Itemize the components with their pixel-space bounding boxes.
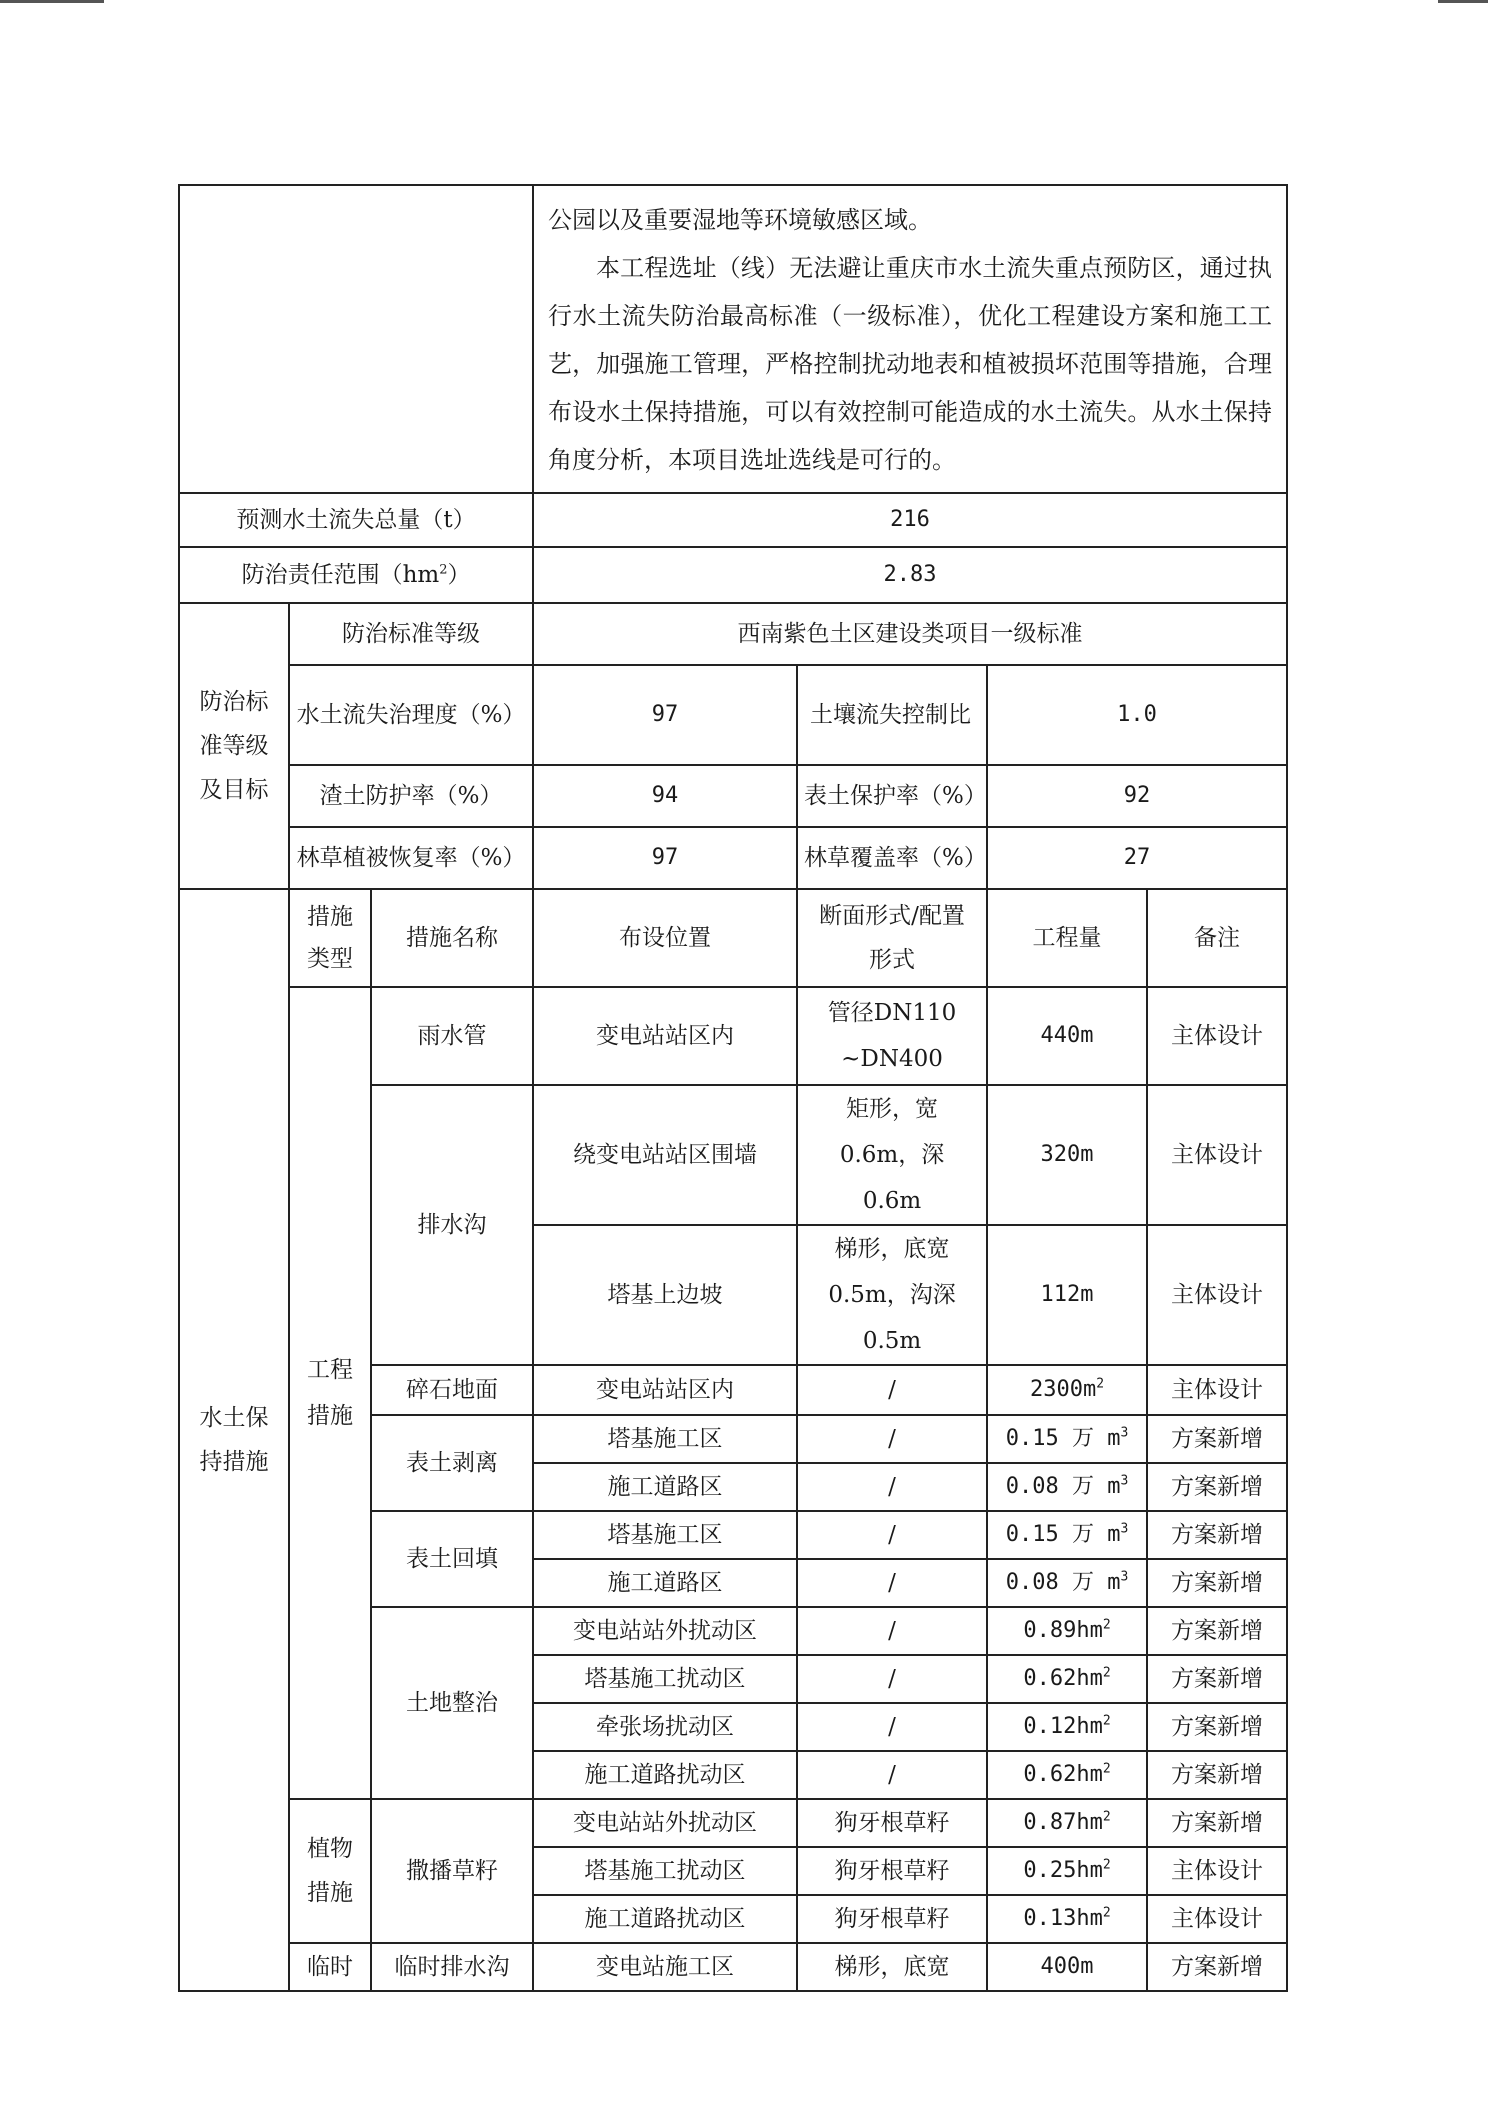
quantity-sup: 3 — [1120, 1473, 1129, 1489]
header-remark: 备注 — [1147, 889, 1287, 987]
measure-location: 塔基施工扰动区 — [533, 1847, 797, 1895]
responsibility-label-close: ） — [447, 562, 471, 588]
measure-location: 塔基施工区 — [533, 1511, 797, 1559]
scan-top-border-left — [0, 0, 104, 3]
measure-form: / — [797, 1415, 987, 1463]
quantity-text: 0.12hm — [1023, 1714, 1103, 1739]
target-value-1b: 1.0 — [987, 665, 1287, 765]
quantity-text: 0.08 万 m — [1005, 1474, 1121, 1499]
quantity-sup: 2 — [1102, 1809, 1111, 1825]
measure-form: / — [797, 1511, 987, 1559]
header-form: 断面形式/配置形式 — [797, 889, 987, 987]
measure-name: 雨水管 — [371, 987, 533, 1085]
standard-level-label: 防治标准等级 — [289, 603, 533, 665]
responsibility-value: 2.83 — [533, 547, 1287, 603]
measure-location: 塔基施工扰动区 — [533, 1655, 797, 1703]
quantity-sup: 2 — [1102, 1713, 1111, 1729]
target-label-2b: 表土保护率（%） — [797, 765, 987, 827]
measure-quantity — [987, 1895, 1147, 1943]
measure-quantity — [987, 1655, 1147, 1703]
scan-top-border-right — [1438, 0, 1488, 3]
quantity-text: 0.62hm — [1023, 1666, 1103, 1691]
measure-name: 表土回填 — [371, 1511, 533, 1607]
target-value-2a: 94 — [533, 765, 797, 827]
measure-form: / — [797, 1703, 987, 1751]
measure-remark: 主体设计 — [1147, 1085, 1287, 1225]
plant-type-label: 植物措施 — [289, 1799, 371, 1943]
measure-quantity — [987, 1943, 1147, 1991]
measure-location: 施工道路扰动区 — [533, 1751, 797, 1799]
predicted-loss-label: 预测水土流失总量（t） — [179, 493, 533, 547]
measure-location: 塔基施工区 — [533, 1415, 797, 1463]
measure-form: / — [797, 1607, 987, 1655]
measure-location: 塔基上边坡 — [533, 1225, 797, 1365]
measure-quantity — [987, 1225, 1147, 1365]
quantity-sup: 2 — [1102, 1761, 1111, 1777]
measure-name: 表土剥离 — [371, 1415, 533, 1511]
target-row-1 — [179, 665, 1287, 765]
measure-name: 撒播草籽 — [371, 1799, 533, 1943]
quantity-text: 0.08 万 m — [1005, 1570, 1121, 1595]
measure-remark: 方案新增 — [1147, 1799, 1287, 1847]
measure-quantity — [987, 1751, 1147, 1799]
measure-quantity — [987, 1415, 1147, 1463]
measure-quantity — [987, 1559, 1147, 1607]
quantity-sup: 2 — [1102, 1617, 1111, 1633]
measure-quantity — [987, 1365, 1147, 1415]
measure-location: 变电站站外扰动区 — [533, 1799, 797, 1847]
standard-level-value: 西南紫色土区建设类项目一级标准 — [533, 603, 1287, 665]
measure-remark: 方案新增 — [1147, 1463, 1287, 1511]
quantity-text: 112m — [1040, 1282, 1094, 1307]
measure-form: 狗牙根草籽 — [797, 1847, 987, 1895]
quantity-text: 0.15 万 m — [1005, 1426, 1121, 1451]
site-analysis-row — [179, 185, 1287, 493]
quantity-text: 320m — [1040, 1142, 1094, 1167]
measure-form: 管径DN110~DN400 — [797, 987, 987, 1085]
measure-row — [179, 987, 1287, 1085]
measure-name: 土地整治 — [371, 1607, 533, 1799]
measure-remark: 方案新增 — [1147, 1751, 1287, 1799]
header-name: 措施名称 — [371, 889, 533, 987]
temporary-type-label: 临时 — [289, 1943, 371, 1991]
quantity-text: 0.87hm — [1023, 1810, 1103, 1835]
quantity-text: 0.13hm — [1023, 1906, 1103, 1931]
responsibility-label-text: 防治责任范围（hm — [241, 562, 440, 588]
measure-remark: 主体设计 — [1147, 1847, 1287, 1895]
measure-name: 排水沟 — [371, 1085, 533, 1365]
measure-form: 矩形，宽 0.6m，深 0.6m — [797, 1085, 987, 1225]
responsibility-label — [179, 547, 533, 603]
measure-location: 变电站施工区 — [533, 1943, 797, 1991]
target-label-1a: 水土流失治理度（%） — [289, 665, 533, 765]
measure-remark: 主体设计 — [1147, 1225, 1287, 1365]
measure-quantity — [987, 1607, 1147, 1655]
measure-quantity — [987, 987, 1147, 1085]
measure-quantity — [987, 1463, 1147, 1511]
measure-location: 牵张场扰动区 — [533, 1703, 797, 1751]
measure-row — [179, 1799, 1287, 1847]
quantity-text: 400m — [1040, 1954, 1094, 1979]
responsibility-row — [179, 547, 1287, 603]
measure-name: 碎石地面 — [371, 1365, 533, 1415]
measure-quantity — [987, 1511, 1147, 1559]
quantity-text: 0.62hm — [1023, 1762, 1103, 1787]
target-row-2 — [179, 765, 1287, 827]
measure-remark: 方案新增 — [1147, 1943, 1287, 1991]
measure-form: 梯形，底宽 0.5m，沟深 0.5m — [797, 1225, 987, 1365]
measure-form: / — [797, 1751, 987, 1799]
measure-location: 施工道路区 — [533, 1559, 797, 1607]
quantity-sup: 2 — [1102, 1665, 1111, 1681]
quantity-text: 440m — [1040, 1023, 1094, 1048]
target-value-3a: 97 — [533, 827, 797, 889]
quantity-text: 2300m — [1030, 1377, 1097, 1402]
measure-form: 狗牙根草籽 — [797, 1895, 987, 1943]
measure-quantity — [987, 1085, 1147, 1225]
header-quantity: 工程量 — [987, 889, 1147, 987]
measure-form: / — [797, 1463, 987, 1511]
quantity-sup: 2 — [1102, 1905, 1111, 1921]
quantity-text: 0.89hm — [1023, 1618, 1103, 1643]
measure-name: 临时排水沟 — [371, 1943, 533, 1991]
measure-row — [179, 1943, 1287, 1991]
measure-remark: 主体设计 — [1147, 1365, 1287, 1415]
measure-remark: 主体设计 — [1147, 1895, 1287, 1943]
measure-remark: 方案新增 — [1147, 1607, 1287, 1655]
target-row-3 — [179, 827, 1287, 889]
measure-location: 施工道路扰动区 — [533, 1895, 797, 1943]
measure-location: 变电站站外扰动区 — [533, 1607, 797, 1655]
standard-level-row — [179, 603, 1287, 665]
standard-group-label: 防治标准等级及目标 — [179, 603, 289, 889]
quantity-text: 0.25hm — [1023, 1858, 1103, 1883]
site-analysis-blank-cell — [179, 185, 533, 493]
target-label-3b: 林草覆盖率（%） — [797, 827, 987, 889]
quantity-sup: 2 — [1102, 1857, 1111, 1873]
quantity-sup: 3 — [1120, 1521, 1129, 1537]
measure-remark: 方案新增 — [1147, 1559, 1287, 1607]
predicted-loss-value: 216 — [533, 493, 1287, 547]
target-label-3a: 林草植被恢复率（%） — [289, 827, 533, 889]
measure-quantity — [987, 1847, 1147, 1895]
measure-location: 变电站站区内 — [533, 987, 797, 1085]
measures-group-label: 水土保持措施 — [179, 889, 289, 1991]
quantity-text: 0.15 万 m — [1005, 1522, 1121, 1547]
measure-location: 施工道路区 — [533, 1463, 797, 1511]
predicted-loss-row — [179, 493, 1287, 547]
measure-quantity — [987, 1799, 1147, 1847]
target-label-2a: 渣土防护率（%） — [289, 765, 533, 827]
quantity-sup: 3 — [1120, 1425, 1129, 1441]
measure-location: 变电站站区内 — [533, 1365, 797, 1415]
header-location: 布设位置 — [533, 889, 797, 987]
project-summary-table — [178, 184, 1288, 1992]
measure-remark: 方案新增 — [1147, 1703, 1287, 1751]
header-type: 措施类型 — [289, 889, 371, 987]
target-value-3b: 27 — [987, 827, 1287, 889]
measure-form: / — [797, 1559, 987, 1607]
measures-header-row — [179, 889, 1287, 987]
site-analysis-paragraph-2: 本工程选址（线）无法避让重庆市水土流失重点预防区，通过执行水土流失防治最高标准（一级标准），优化工程建设方案和施工工艺，加强施工管理，严格控制扰动地表和植被损坏范围等措施，合理布设水土保持措施，可以有效控制可能造成的水土流失。从水土保持角度分析，本项目选址选线是可行的。 — [548, 254, 1273, 474]
target-value-2b: 92 — [987, 765, 1287, 827]
measure-remark: 方案新增 — [1147, 1511, 1287, 1559]
target-label-1b: 土壤流失控制比 — [797, 665, 987, 765]
measure-location: 绕变电站站区围墙 — [533, 1085, 797, 1225]
measure-quantity — [987, 1703, 1147, 1751]
measure-remark: 主体设计 — [1147, 987, 1287, 1085]
quantity-sup: 3 — [1120, 1569, 1129, 1585]
measure-form: 梯形，底宽 — [797, 1943, 987, 1991]
engineering-type-label: 工程措施 — [289, 987, 371, 1799]
responsibility-label-sup: 2 — [439, 562, 448, 578]
quantity-sup: 2 — [1096, 1376, 1105, 1392]
measure-remark: 方案新增 — [1147, 1415, 1287, 1463]
measure-remark: 方案新增 — [1147, 1655, 1287, 1703]
site-analysis-paragraph-1: 公园以及重要湿地等环境敏感区域。 — [548, 206, 933, 234]
measure-form: / — [797, 1655, 987, 1703]
measure-form: / — [797, 1365, 987, 1415]
site-analysis-text — [533, 185, 1287, 493]
measure-form: 狗牙根草籽 — [797, 1799, 987, 1847]
target-value-1a: 97 — [533, 665, 797, 765]
